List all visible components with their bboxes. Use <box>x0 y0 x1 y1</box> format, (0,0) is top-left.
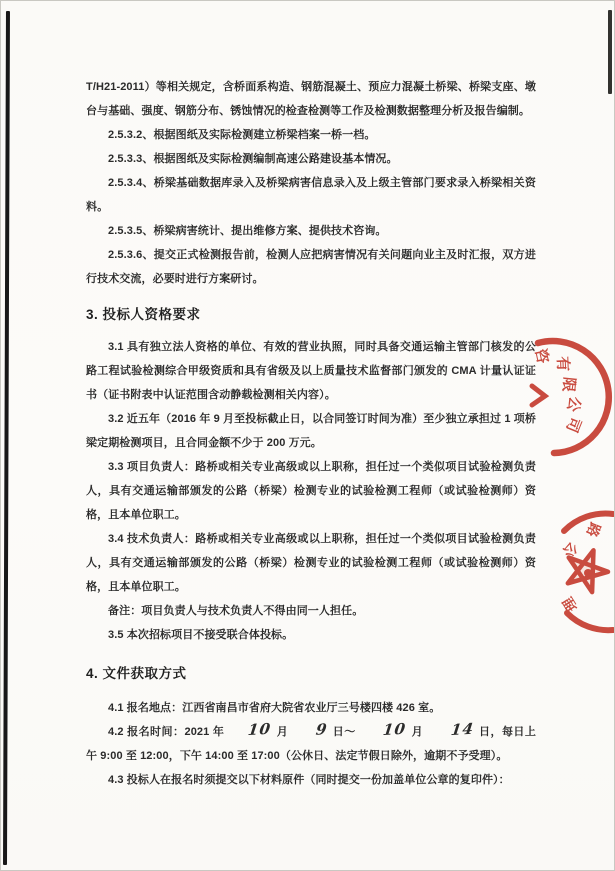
red-official-seal-stamp <box>539 494 615 646</box>
paragraph-4-3: 4.3 投标人在报名时须提交以下材料原件（同时提交一份加盖单位公章的复印件）： <box>108 774 510 786</box>
seal-char: 限 <box>559 376 578 393</box>
paragraph-note: 备注：项目负责人与技术负责人不得由同一人担任。 <box>108 605 364 617</box>
handwritten-month-1: 10 <box>247 719 273 740</box>
paragraph-2534: 2.5.3.4、桥梁基础数据库录入及桥梁病害信息录入及上级主管部门要求录入桥梁相关资料。 <box>86 177 536 213</box>
red-company-seal-stamp <box>494 324 614 469</box>
section-heading-4: 4. 文件获取方式 <box>86 666 187 681</box>
paragraph-2532: 2.5.3.2、根据图纸及实际检测建立桥梁档案一桥一档。 <box>108 129 376 141</box>
seal-char: 公 <box>563 394 584 414</box>
paragraph-2531-continuation: T/H21-2011）等相关规定，含桥面系构造、钢筋混凝土、预应力混凝土桥梁、桥梁支座、墩台与基础、强度、钢筋分布、锈蚀情况的检查检测等工作及检测数据整理分析及报告编制。 <box>86 81 536 117</box>
document-body <box>86 75 536 792</box>
printed-text: 月 <box>408 726 427 738</box>
paragraph-3-2: 3.2 近五年（2016 年 9 月至投标截止日，以合同签订时间为准）至少独立承担过 1 项桥梁定期检测项目，且合同金额不少于 200 万元。 <box>86 413 536 449</box>
handwritten-day-1: 9 <box>314 720 329 739</box>
paragraph-2536: 2.5.3.6、提交正式检测报告前，检测人应把病害情况有关问题向业主及时汇报，双方进行技术交流，必要时进行方案研讨。 <box>86 249 536 285</box>
scan-edge-artifact-left <box>3 11 10 865</box>
seal-char: 公 <box>559 539 581 561</box>
paragraph-4-1: 4.1 报名地点：江西省南昌市省府大院省农业厅三号楼四楼 426 室。 <box>108 702 441 714</box>
seal-star-tip <box>532 386 545 405</box>
paragraph-2533: 2.5.3.3、根据图纸及实际检测编制高速公路建设基本情况。 <box>108 153 398 165</box>
paragraph-3-3: 3.3 项目负责人：路桥或相关专业高级或以上职称，担任过一个类似项目试验检测负责人，具有交通运输部颁发的公路（桥梁）检测专业的试验检测工程师（或试验检测师）资格，且本单位职工。 <box>86 461 536 521</box>
handwritten-month-2: 10 <box>382 719 408 740</box>
seal-star-center-blot <box>584 569 592 577</box>
paragraph-4-2 <box>86 720 536 768</box>
handwritten-day-2: 14 <box>449 719 475 740</box>
seal-char: 司 <box>562 414 584 435</box>
printed-text: 4.2 报名时间：2021 年 <box>108 726 225 738</box>
printed-text: 月 <box>273 726 292 738</box>
paragraph-3-1: 3.1 具有独立法人资格的单位、有效的营业执照，同时具备交通运输主管部门核发的公路工程试验检测综合甲级资质和具有省级及以上质量技术监督部门颁发的 CMA 计量认证证书（证书附表中认证范围含动静载检测相关内容）。 <box>86 341 536 401</box>
seal-char: 有 <box>553 356 572 372</box>
seal-char: 咨 <box>531 346 552 366</box>
printed-text: 日～ <box>329 726 360 738</box>
section-heading-3: 3. 投标人资格要求 <box>86 307 201 322</box>
paragraph-3-5: 3.5 本次招标项目不接受联合体投标。 <box>108 629 294 641</box>
seal-char: 理 <box>559 594 581 615</box>
scan-edge-artifact-top-right <box>608 10 612 94</box>
paragraph-2535: 2.5.3.5、桥梁病害统计、提出维修方案、提供技术咨询。 <box>108 225 387 237</box>
printed-text: 日，每日上午 9:00 至 12:00，下午 14:00 至 17:00（公休日、法定节假日除外，逾期不予受理）。 <box>86 726 536 762</box>
paragraph-3-4: 3.4 技术负责人：路桥或相关专业高级或以上职称，担任过一个类似项目试验检测负责人，具有交通运输部颁发的公路（桥梁）检测专业的试验检测工程师（或试验检测师）资格，且本单位职工。 <box>86 533 536 593</box>
seal-ring-bottom-arc <box>567 613 613 630</box>
seal-char: 路 <box>583 520 604 540</box>
